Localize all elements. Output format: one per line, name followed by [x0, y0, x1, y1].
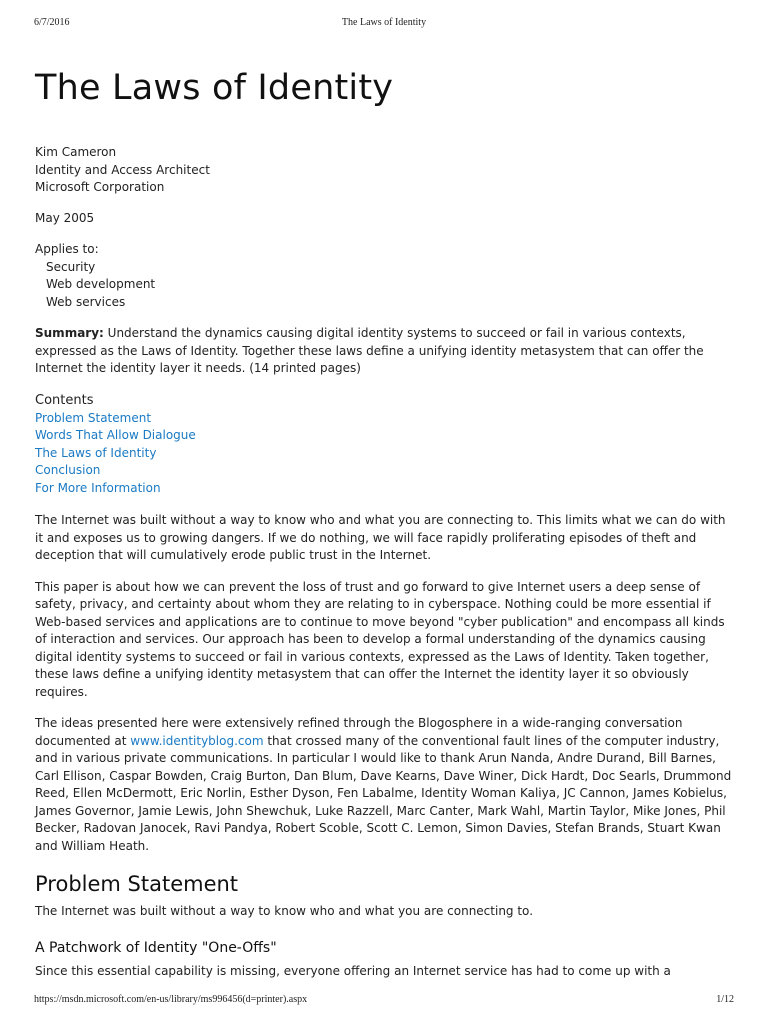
patchwork-text: Since this essential capability is missing, everyone offering an Internet service has had to come up with a	[35, 963, 671, 978]
print-page-number: 1/12	[716, 994, 734, 1005]
summary-text: Understand the dynamics causing digital identity systems to succeed or fail in various contexts, expressed as the Laws of Identity. Together these laws define a unifying identity metasystem that can offer the Internet the identity layer it needs. (14 printed pages)	[35, 326, 704, 375]
contents-link-problem-statement[interactable]: Problem Statement	[35, 410, 152, 425]
contents-link-laws-of-identity[interactable]: The Laws of Identity	[35, 445, 157, 460]
paragraph-intro: The Internet was built without a way to know who and what you are connecting to. This limits what we can do with it and exposes us to growing dangers. If we do nothing, we will face rapidly proliferating episodes of theft and deception that will cumulatively erode public trust in the Internet.	[35, 513, 726, 562]
contents-link-conclusion[interactable]: Conclusion	[35, 463, 101, 477]
print-url: https://msdn.microsoft.com/en-us/library/ms996456(d=printer).aspx	[34, 994, 308, 1005]
author-role: Identity and Access Architect	[35, 162, 210, 177]
applies-to-label: Applies to:	[35, 242, 99, 256]
applies-to-item: Security	[46, 259, 96, 274]
applies-to	[35, 241, 735, 311]
problem-statement-text: The Internet was built without a way to know who and what you are connecting to.	[35, 904, 534, 918]
publish-date: May 2005	[35, 210, 95, 225]
identityblog-link[interactable]: www.identityblog.com	[130, 733, 264, 748]
applies-to-item: Web development	[46, 277, 156, 291]
author-name: Kim Cameron	[35, 145, 117, 159]
author-company: Microsoft Corporation	[35, 180, 165, 194]
contents-heading: Contents	[35, 392, 94, 408]
print-header	[34, 17, 734, 31]
paragraph-acknowledgements: The ideas presented here were extensively refined through the Blogosphere in a wide-ranging conversation documented at www.identityblog.com that crossed many of the conventional fault lines of the computer industry, and in various private communications. In particular I would like to thank Arun Nanda, Andre Durand, Bill Barnes, Carl Ellison, Caspar Bowden, Craig Burton, Dan Blum, Dave Kearns, Dave Winer, Dick Hardt, Doc Searls, Drummond Reed, Ellen McDermott, Eric Norlin, Esther Dyson, Fen Labalme, Identity Woman Kaliya, JC Cannon, James Kobielus, James Governor, Jamie Lewis, John Shewchuk, Luke Razzell, Marc Canter, Mark Wahl, Martin Taylor, Mike Jones, Phil Becker, Radovan Janocek, Ravi Pandya, Robert Scoble, Scott C. Lemon, Simon Davies, Stefan Brands, Stuart Kwan and William Heath.	[35, 716, 732, 853]
print-title: The Laws of Identity	[341, 17, 427, 28]
page-title: The Laws of Identity	[35, 68, 394, 108]
paragraph-purpose: This paper is about how we can prevent the loss of trust and go forward to give Internet users a deep sense of safety, privacy, and certainty about whom they are relating to in cyberspace. Nothing could be more essential if Web-based services and applications are to continue to move beyond "cyber publication" and encompass all kinds of interaction and services. Our approach has been to develop a formal understanding of the dynamics causing digital identity systems to succeed or fail in various contexts, expressed as the Laws of Identity. Taken together, these laws define a unifying identity metasystem that can offer the Internet the identity layer it so obviously requires.	[35, 579, 725, 699]
summary-label: Summary:	[35, 326, 104, 340]
contents	[35, 392, 735, 498]
print-footer	[34, 994, 734, 1008]
article	[35, 64, 735, 980]
contents-link-words-dialogue[interactable]: Words That Allow Dialogue	[35, 428, 196, 442]
subsection-heading-patchwork: A Patchwork of Identity "One-Offs"	[35, 939, 277, 956]
contents-link-more-information[interactable]: For More Information	[35, 480, 161, 495]
summary	[35, 325, 735, 378]
print-date: 6/7/2016	[34, 17, 70, 28]
author-block	[35, 144, 735, 197]
applies-to-item: Web services	[46, 294, 126, 309]
section-heading-problem-statement: Problem Statement	[35, 872, 239, 896]
